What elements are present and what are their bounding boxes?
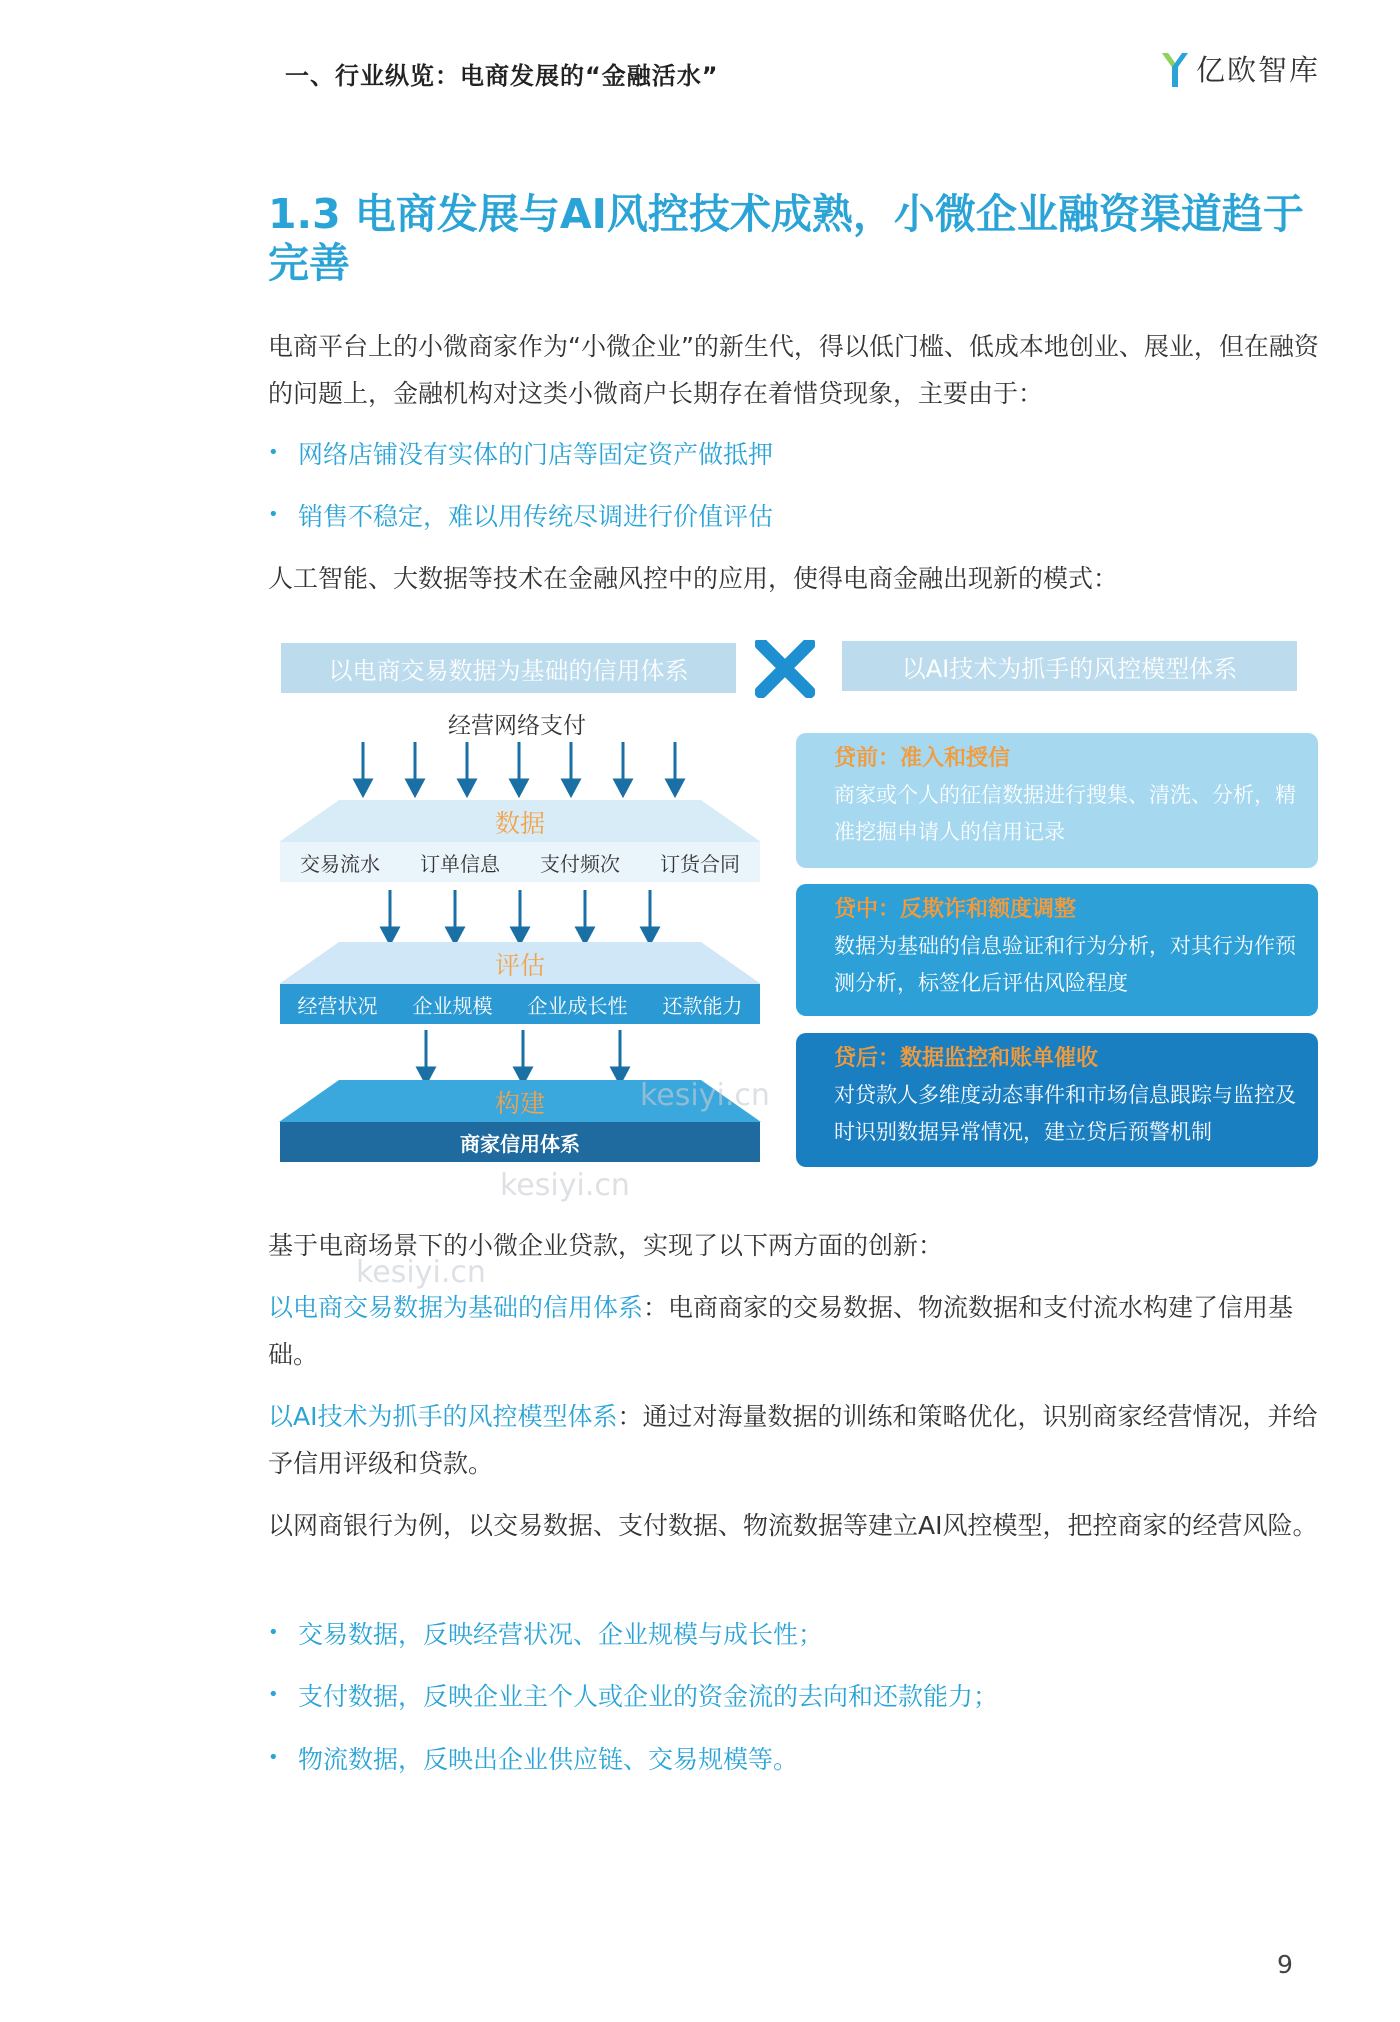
card-pre-loan: [796, 733, 1318, 868]
tier-item: 支付频次: [540, 851, 620, 876]
tier-item: 企业成长性: [527, 993, 628, 1018]
card-title: 贷中：反欺诈和额度调整: [834, 897, 1077, 922]
innovation-term: 以AI技术为抓手的风控模型体系: [268, 1402, 618, 1431]
logo-text: 亿欧智库: [1196, 53, 1321, 87]
section-header: 一、行业纵览：电商发展的“金融活水”: [285, 62, 719, 90]
tier-label-eval: 评估: [494, 951, 545, 980]
bullet-icon: •: [268, 1684, 279, 1705]
bullet-icon: •: [268, 1747, 279, 1768]
innovation-item: [268, 1284, 1328, 1378]
data-point-item: [268, 1740, 798, 1781]
bullet-icon: •: [268, 442, 279, 463]
tier-item: 订单信息: [420, 851, 500, 876]
reason-text: 网络店铺没有实体的门店等固定资产做抵押: [298, 440, 774, 469]
data-point-item: [268, 1615, 823, 1656]
tier-eval-row: [280, 984, 760, 1024]
tier-build-row: [280, 1122, 760, 1162]
data-point-text: 物流数据，反映出企业供应链、交易规模等。: [298, 1745, 799, 1774]
ai-paragraph: 人工智能、大数据等技术在金融风控中的应用，使得电商金融出现新的模式：: [268, 564, 1119, 593]
tier-item: 还款能力: [662, 993, 743, 1018]
tier-item: 企业规模: [412, 993, 493, 1018]
tier-item: 经营状况: [297, 993, 378, 1018]
watermark: kesiyi.cn: [356, 1255, 486, 1290]
right-banner: 以AI技术为抓手的风控模型体系: [842, 641, 1297, 691]
card-title: 贷后：数据监控和账单催收: [834, 1046, 1099, 1071]
logo-icon: [1160, 49, 1190, 89]
tier-label-build: 构建: [494, 1089, 545, 1118]
tier-item: 商家信用体系: [460, 1131, 580, 1156]
bullet-icon: •: [268, 1622, 279, 1643]
card-post-loan: [796, 1033, 1318, 1167]
reason-item: [268, 435, 773, 476]
intro-paragraph: 电商平台上的小微商家作为“小微企业”的新生代，得以低门槛、低成本地创业、展业，但在融资的问题上，金融机构对这类小微商户长期存在着惜贷现象，主要由于：: [268, 332, 1319, 408]
innovation-text: ：电商商家的交易数据、物流数据和支付流水构建了信用基础。: [268, 1293, 1294, 1369]
data-point-text: 支付数据，反映企业主个人或企业的资金流的去向和还款能力；: [298, 1682, 999, 1711]
left-banner: 以电商交易数据为基础的信用体系: [281, 643, 736, 693]
page-heading: 1.3 电商发展与AI风控技术成熟，小微企业融资渠道趋于完善: [268, 190, 1304, 287]
card-mid-loan: [796, 884, 1318, 1016]
flow-title: 经营网络支付: [448, 713, 586, 739]
reason-text: 销售不稳定，难以用传统尽调进行价值评估: [298, 502, 774, 531]
brand-logo: [1160, 48, 1320, 89]
card-title: 贷前：准入和授信: [834, 746, 1011, 771]
cross-icon: [755, 640, 815, 698]
example-paragraph: 以网商银行为例，以交易数据、支付数据、物流数据等建立AI风控模型，把控商家的经营风险。: [268, 1511, 1318, 1540]
card-text: 数据为基础的信息验证和行为分析，对其行为作预测分析，标签化后评估风险程度: [834, 934, 1296, 995]
tier-label-data: 数据: [494, 809, 545, 838]
innovation-intro: 基于电商场景下的小微企业贷款，实现了以下两方面的创新：: [268, 1231, 944, 1260]
card-text: 对贷款人多维度动态事件和市场信息跟踪与监控及时识别数据异常情况，建立贷后预警机制: [834, 1083, 1296, 1144]
watermark: kesiyi.cn: [500, 1168, 630, 1203]
watermark: kesiyi.cn: [640, 1078, 770, 1113]
reason-item: [268, 497, 773, 538]
innovation-term: 以电商交易数据为基础的信用体系: [268, 1293, 644, 1322]
innovation-text: ：通过对海量数据的训练和策略优化，识别商家经营情况，并给予信用评级和贷款。: [268, 1402, 1318, 1478]
tier-item: 订货合同: [660, 851, 740, 876]
bullet-icon: •: [268, 504, 279, 525]
page-number: 9: [1277, 1950, 1293, 1979]
tier-item: 交易流水: [300, 851, 380, 876]
input-arrows: [343, 740, 703, 798]
tier-arrows: [408, 1028, 638, 1086]
innovation-item: [268, 1393, 1328, 1487]
data-point-item: [268, 1677, 998, 1718]
card-text: 商家或个人的征信数据进行搜集、清洗、分析，精准挖掘申请人的信用记录: [834, 783, 1296, 844]
tier-arrows: [372, 888, 672, 946]
data-point-text: 交易数据，反映经营状况、企业规模与成长性；: [298, 1620, 824, 1649]
tier-data-row: [280, 842, 760, 882]
